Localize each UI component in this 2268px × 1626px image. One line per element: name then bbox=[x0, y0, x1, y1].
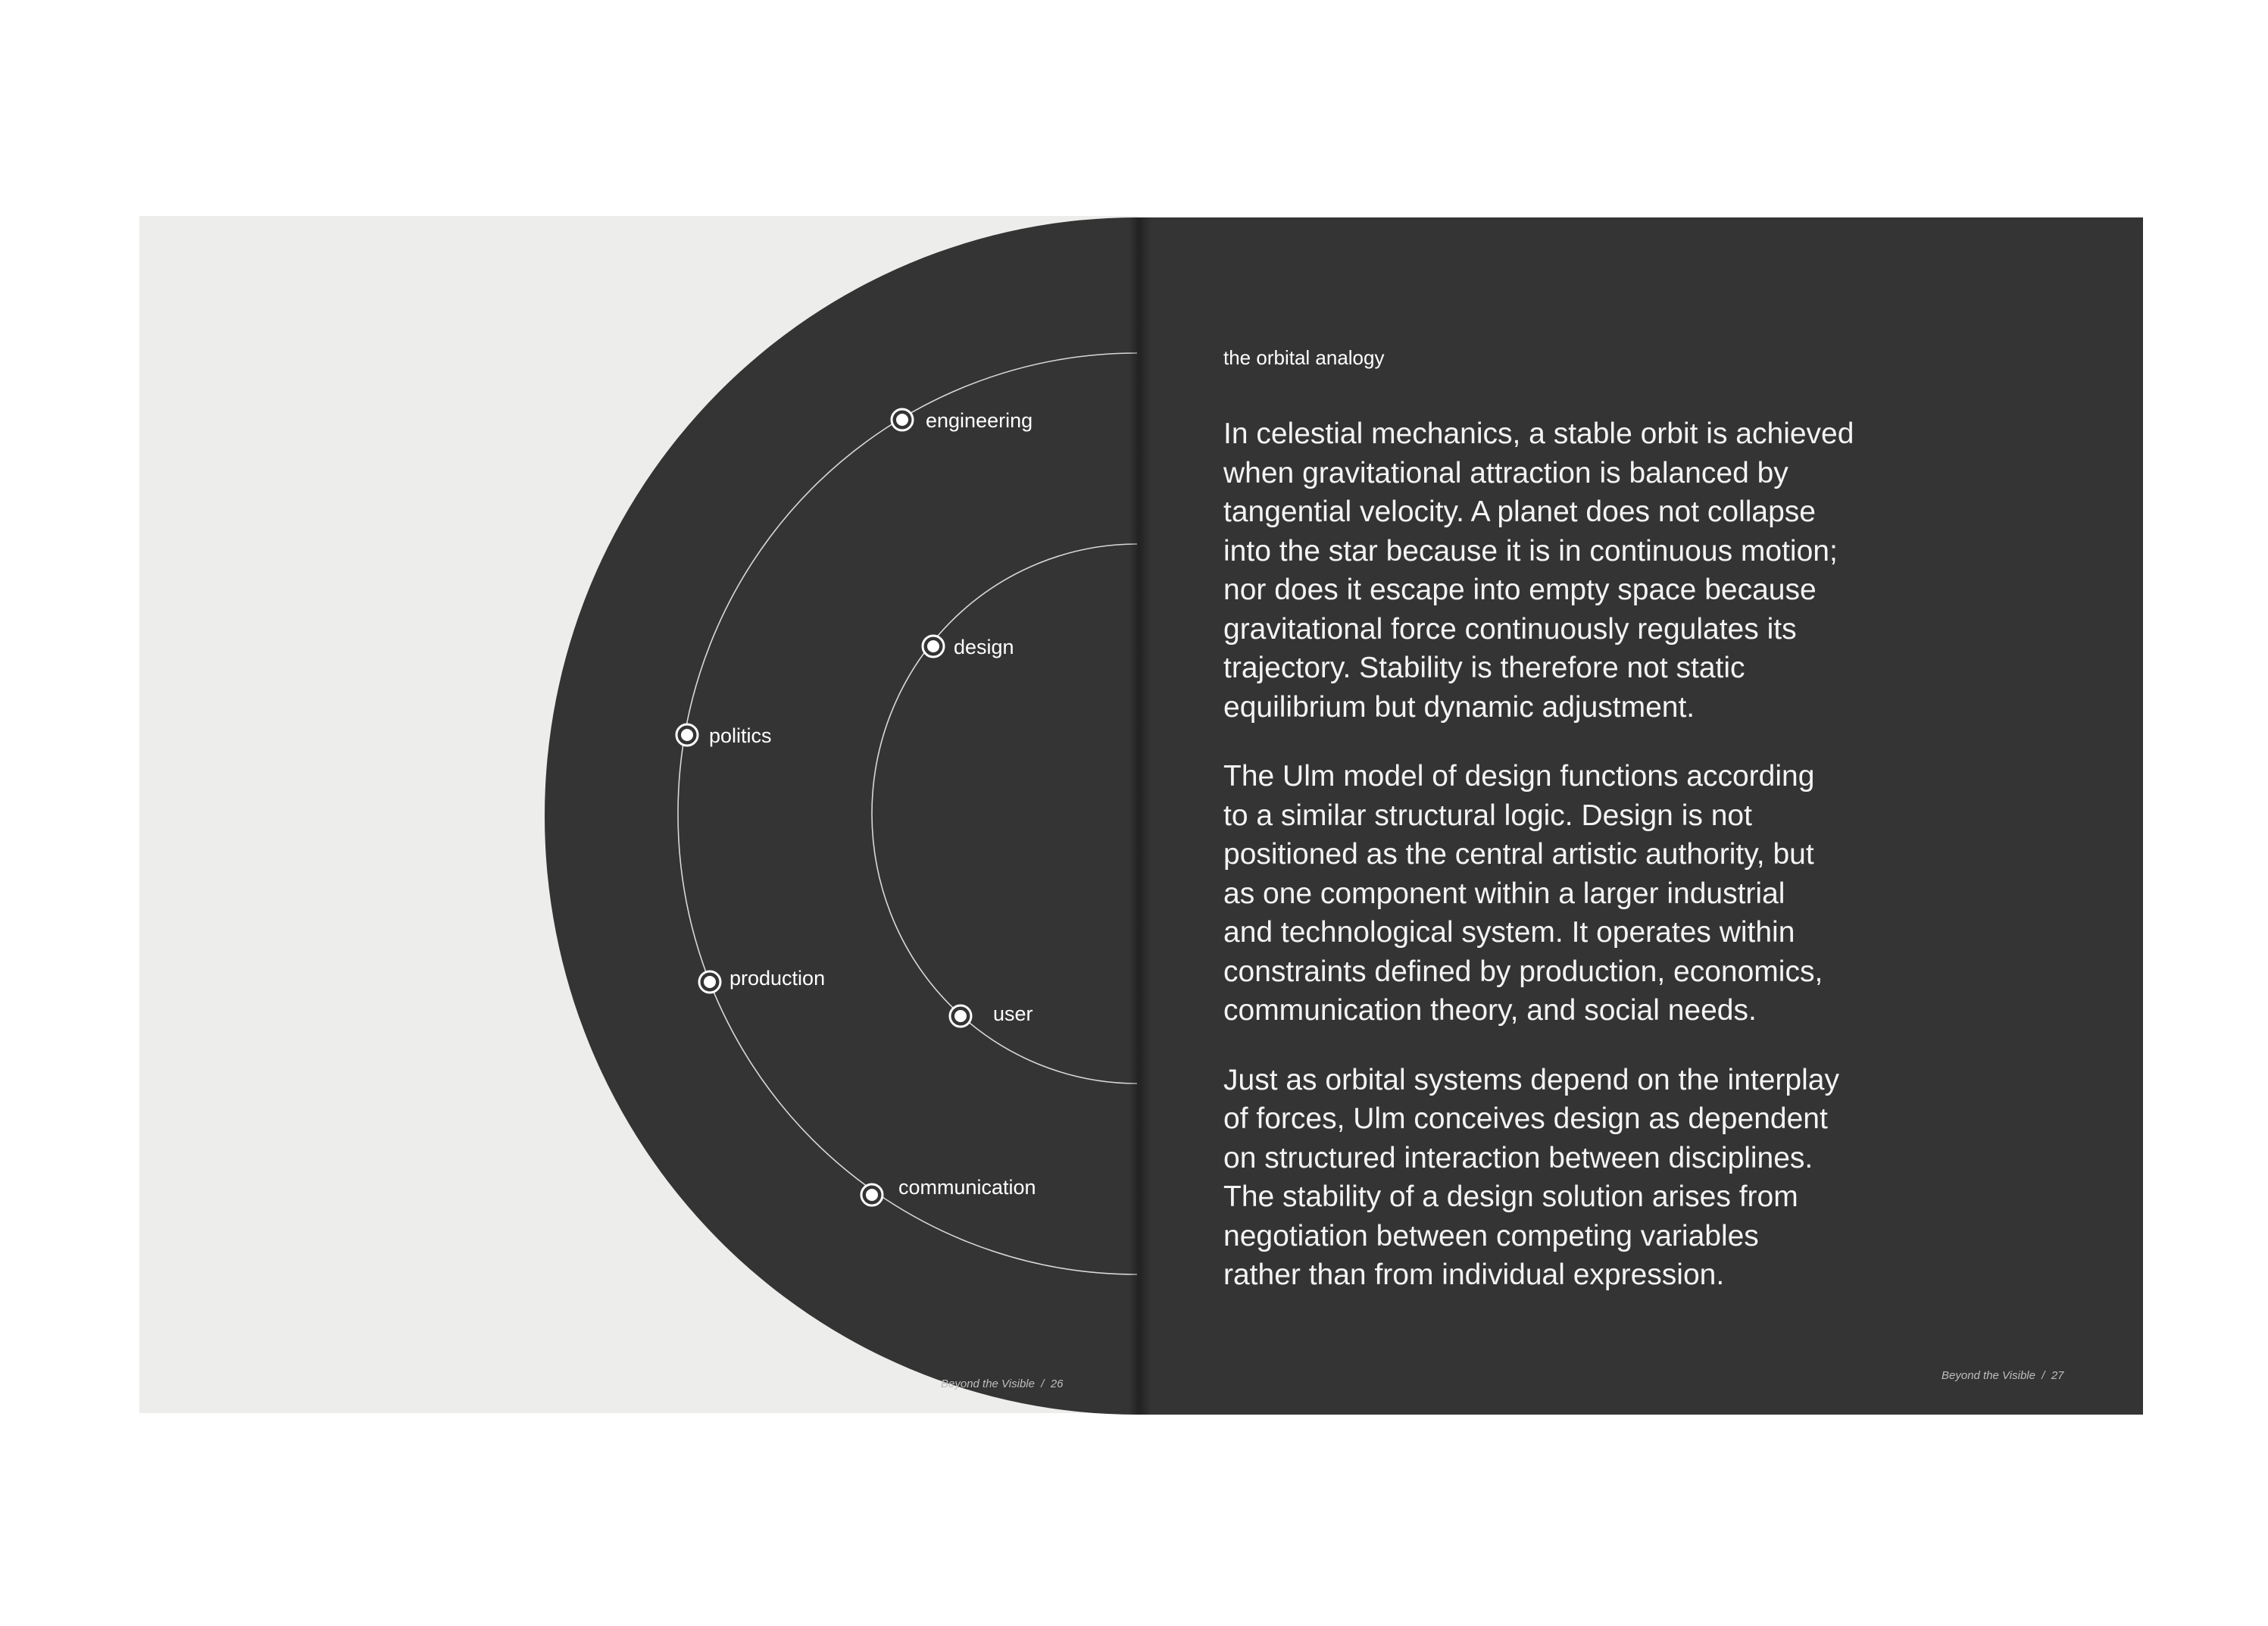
label-communication: communication bbox=[898, 1176, 1036, 1199]
body-paragraph-2: The Ulm model of design functions according to a similar structural logic. Design is not positioned as the central artistic authority, but as one component within a larger industrial and technological system. It operates within constraints defined by production, economics, communication theory, and social needs. bbox=[1223, 760, 1823, 1027]
node-production bbox=[699, 971, 720, 993]
node-politics bbox=[676, 724, 698, 746]
label-user: user bbox=[993, 1002, 1033, 1025]
section-label: the orbital analogy bbox=[1223, 346, 1385, 369]
label-engineering: engineering bbox=[926, 409, 1033, 432]
body-paragraph-1: In celestial mechanics, a stable orbit is achieved when gravitational attraction is balanced by tangential velocity. A planet does not collapse into the star because it is in continuous motion; nor does it escape into empty space because gravitational force continuously regulates its trajectory. Stability is therefore not static equilibrium but dynamic adjustment. bbox=[1223, 417, 1854, 724]
node-user bbox=[950, 1005, 971, 1027]
label-design: design bbox=[954, 636, 1014, 658]
label-production: production bbox=[729, 967, 826, 990]
dark-half-disc bbox=[545, 217, 1137, 1415]
node-engineering bbox=[892, 409, 913, 430]
node-communication bbox=[861, 1184, 883, 1205]
label-politics: politics bbox=[709, 724, 772, 747]
folio-right: Beyond the Visible / 27 bbox=[1942, 1369, 2064, 1382]
node-design bbox=[923, 636, 944, 657]
body-paragraph-3: Just as orbital systems depend on the interplay of forces, Ulm conceives design as dependent on structured interaction between disciplines. The stability of a design solution arises from negotiation between competing variables rather than from individual expression. bbox=[1223, 1063, 1839, 1291]
folio-left: Beyond the Visible / 26 bbox=[941, 1377, 1064, 1390]
